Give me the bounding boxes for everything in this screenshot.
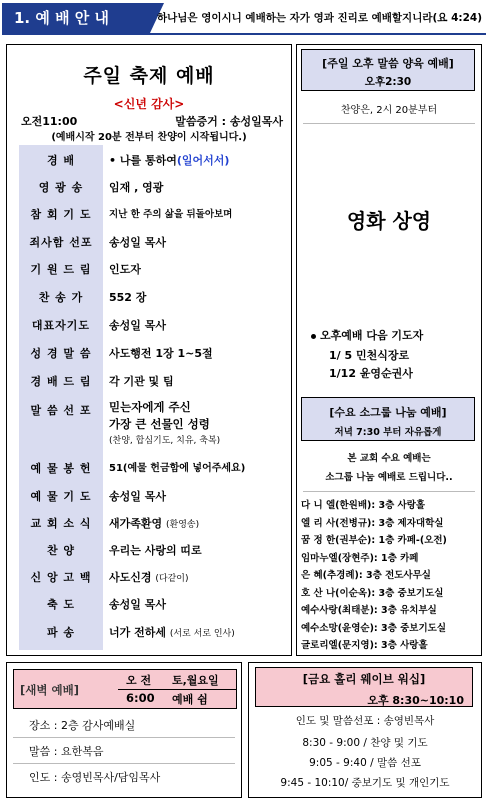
order-value (109, 564, 188, 591)
order-label: 축 도 (46, 598, 76, 611)
small-group-item: 다 니 엘(한원배): 3층 사랑홀 (301, 500, 426, 511)
side-panel (296, 44, 482, 656)
divider (13, 763, 235, 764)
order-value-extra: (서로 서로 인사) (169, 629, 235, 639)
wednesday-time: 저녁 7:30 부터 자유롭게 (334, 427, 442, 438)
afternoon-title: [주일 오후 말씀 양육 예배] (322, 57, 454, 70)
order-label: 참 회 기 도 (30, 208, 92, 221)
order-row (19, 312, 287, 339)
section-tab: 1. 예 배 안 내 (2, 3, 150, 33)
sermon-line-2: 가장 큰 선물인 성령 (109, 417, 210, 431)
order-label: 기 원 드 림 (30, 263, 92, 276)
order-row (19, 201, 287, 228)
prayer-heading (311, 327, 423, 343)
small-group-item: 글로리엘(문지영): 3층 사랑홀 (301, 640, 428, 651)
dawn-time: 6:00 (126, 691, 155, 705)
sunday-service-panel (6, 44, 292, 656)
dawn-place: 장소 : 2층 감사예배실 (29, 719, 136, 732)
prayer-item: 1/12 윤영순권사 (329, 367, 413, 380)
order-value-text: 너가 전하세 (109, 626, 166, 639)
small-group-item: 은 혜(추경례): 3층 전도사무실 (301, 570, 431, 581)
movie-heading: 영화 상영 (346, 209, 432, 233)
order-row (19, 256, 287, 283)
order-value (109, 399, 220, 450)
order-value-extra: (다같이) (155, 574, 189, 584)
dawn-rest: 예배 쉼 (172, 693, 208, 706)
small-group-item: 예수소망(윤영순): 3층 중보기도실 (301, 622, 447, 634)
order-value: 552 장 (109, 291, 147, 304)
service-subtitle: <신년 감사> (113, 97, 185, 111)
dawn-service-panel (6, 662, 242, 798)
order-value-text: 새가족환영 (109, 517, 163, 530)
order-value: 우리는 사랑의 띠로 (109, 544, 202, 557)
order-row (19, 455, 287, 482)
order-label: 파 송 (46, 626, 76, 639)
order-row (19, 483, 287, 510)
friday-schedule-item: 9:45 - 10:10/ 중보기도 및 개인기도 (280, 777, 450, 789)
order-value (109, 510, 199, 537)
dawn-header-box (13, 669, 237, 709)
friday-schedule-item: 9:05 - 9:40 / 말씀 선포 (309, 757, 421, 769)
wednesday-service-box (301, 397, 475, 441)
order-row (19, 147, 287, 174)
friday-leader: 인도 및 말씀선포 : 송영빈목사 (295, 715, 435, 727)
divider (303, 491, 475, 492)
order-label: 영 광 송 (38, 181, 84, 194)
order-row (19, 510, 287, 537)
prayer-heading-text: 오후예배 다음 기도자 (320, 329, 424, 342)
order-value: 송성일 목사 (109, 236, 166, 249)
friday-schedule-item: 8:30 - 9:00 / 찬양 및 기도 (302, 737, 428, 749)
small-group-list (301, 497, 447, 655)
divider (13, 737, 235, 738)
order-label: 경 배 드 림 (30, 375, 92, 388)
order-value (109, 619, 235, 646)
header-verse: 하나님은 영이시니 예배하는 자가 영과 진리로 예배할지니라(요 4:24) (156, 12, 482, 24)
sermon-line-3: (찬양, 합심기도, 치유, 축복) (109, 436, 221, 446)
order-value-extra: (환영송) (165, 520, 200, 530)
service-time: 오전11:00 (21, 115, 78, 128)
service-title: 주일 축제 예배 (83, 65, 215, 87)
order-row (19, 284, 287, 311)
order-label: 찬 송 가 (38, 291, 84, 304)
small-group-item: 임마누엘(장현주): 1층 카페 (301, 552, 419, 564)
order-row (19, 397, 287, 453)
afternoon-time: 오후2:30 (364, 76, 412, 88)
small-group-item: 예수사랑(최태분): 3층 유치부실 (301, 605, 437, 616)
order-label: 신 앙 고 백 (30, 571, 92, 584)
order-value-extra: (일어서서) (176, 154, 230, 167)
afternoon-service-box (301, 49, 475, 91)
service-note: (예배시작 20분 전부터 찬양이 시작됩니다.) (51, 132, 247, 143)
order-value: 송성일 목사 (109, 598, 166, 611)
friday-time: 오후 8:30~10:10 (367, 694, 464, 707)
dawn-leader: 인도 : 송영빈목사/담임목사 (29, 771, 161, 784)
order-value-text: 사도신경 (109, 571, 152, 584)
order-label: 대표자기도 (31, 319, 91, 332)
wednesday-title: [수요 소그룹 나눔 예배] (329, 406, 447, 419)
service-witness: 말씀증거 : 송성일목사 (175, 115, 283, 128)
divider (118, 689, 236, 690)
order-row (19, 368, 287, 395)
afternoon-praise: 찬양은, 2시 20분부터 (340, 105, 438, 116)
small-group-item: 호 산 나(이순옥): 3층 중보기도실 (301, 587, 444, 599)
order-value: 송성일 목사 (109, 319, 166, 332)
order-label: 말 씀 선 포 (30, 404, 92, 417)
small-group-item: 꿈 정 한(권부순): 1층 카페-(오전) (301, 535, 447, 546)
small-group-item: 엘 리 사(전병규): 3층 제자대학실 (301, 517, 444, 529)
order-label: 경 배 (46, 154, 76, 167)
dawn-word: 말씀 : 요한복음 (29, 745, 104, 758)
friday-header-box (255, 667, 473, 707)
order-row (19, 619, 287, 646)
order-row (19, 340, 287, 367)
order-value-text: • 나를 통하여 (109, 154, 177, 167)
dawn-am: 오 전 (126, 674, 152, 687)
wednesday-note-2: 소그룹 나눔 예배로 드립니다.. (325, 472, 453, 483)
section-header (0, 0, 488, 36)
order-label: 예 물 봉 헌 (30, 462, 92, 475)
dawn-title: [새벽 예배] (20, 683, 79, 697)
order-row (19, 537, 287, 564)
friday-worship-panel (248, 662, 482, 798)
sermon-line-1: 믿는자에게 주신 (109, 400, 191, 414)
order-row (19, 564, 287, 591)
order-row (19, 591, 287, 618)
order-value: 인도자 (109, 263, 141, 276)
order-row (19, 174, 287, 201)
order-label: 찬 양 (46, 544, 76, 557)
order-label: 교 회 소 식 (30, 517, 92, 530)
order-value: 51(예물 헌금함에 넣어주세요) (109, 463, 246, 474)
order-row (19, 229, 287, 256)
header-rule (2, 33, 486, 35)
bullet-icon (311, 334, 316, 339)
order-label: 성 경 말 씀 (30, 347, 92, 360)
order-value: 각 기관 및 팀 (109, 375, 174, 388)
friday-title: [금요 홀리 웨이브 워십] (302, 672, 426, 686)
order-value: 지난 한 주의 삶을 뒤돌아보며 (109, 209, 233, 220)
prayer-item: 1/ 5 민천식장로 (329, 349, 410, 362)
order-value: 임재 , 영광 (109, 181, 164, 194)
order-label: 죄사함 선포 (29, 236, 93, 249)
dawn-days: 토,월요일 (172, 674, 219, 687)
order-label: 예 물 기 도 (30, 490, 92, 503)
order-value: 사도행전 1장 1~5절 (109, 347, 213, 360)
order-value (109, 147, 229, 174)
order-value: 송성일 목사 (109, 490, 166, 503)
wednesday-note-1: 본 교회 수요 예배는 (347, 453, 431, 464)
divider (303, 123, 475, 124)
